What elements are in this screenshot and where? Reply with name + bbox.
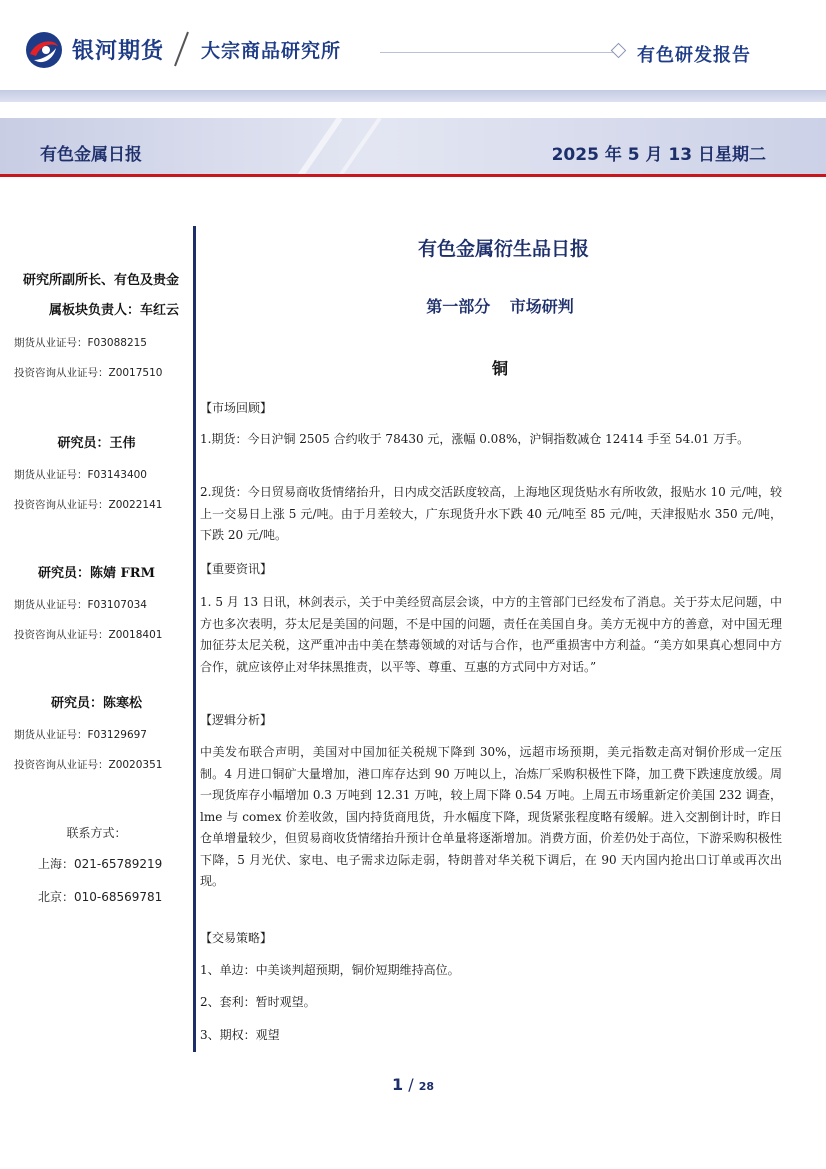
page-separator: /: [408, 1075, 414, 1094]
strategy-options: 3、期权：观望: [200, 1028, 280, 1042]
analyst-block: [0, 690, 193, 780]
analyst-block: [0, 430, 193, 520]
logic-analysis-text: 中美发布联合声明，美国对中国加征关税规下降到 30%，远超市场预期，美元指数走高对铜价形成一定压制。4 月进口铜矿大量增加，港口库存达到 90 万吨以上，冶炼厂采购积极性下降，加工费下跌速度放缓。周一现货库存小幅增加 0.3 万吨到 12.31 万吨，较上周下降 0.54 万吨。上周五市场重新定价美国 232 调查，lme 与 comex 价差收敛，国内持货商甩货，升水幅度下降，现货紧张程度略有缓解。进入交割倒计时，昨日仓单增量较少，但贸易商收货情绪抬升预计仓单量将逐渐增加。消费方面，价差仍处于高位，下游采购积极性下降，5 月光伏、家电、电子需求边际走弱，特朗普对华关税下调后，在 90 天内国内抢出口订单或再次出现。: [200, 745, 782, 888]
page-number: [0, 1075, 826, 1094]
strategy-arbitrage: 2、套利：暂时观望。: [200, 995, 316, 1009]
advisory-cert: 投资咨询从业证号：Z0020351: [14, 759, 163, 771]
futures-cert: 期货从业证号：F03088215: [14, 337, 147, 349]
header-rule: [380, 52, 620, 53]
galaxy-futures-logo-icon: [24, 30, 64, 70]
daily-report-title: 有色金属日报: [40, 145, 142, 165]
section-title: 铜: [491, 359, 508, 378]
futures-cert: 期货从业证号：F03107034: [14, 599, 147, 611]
contact-title: 联系方式：: [66, 826, 127, 840]
document-title: 有色金属衍生品日报: [417, 238, 589, 260]
advisory-cert: 投资咨询从业证号：Z0022141: [14, 499, 163, 511]
analyst-block: [0, 560, 193, 650]
futures-cert: 期货从业证号：F03129697: [14, 729, 147, 741]
header-slash-divider: [172, 30, 190, 68]
market-review-futures: 1.期货：今日沪铜 2505 合约收于 78430 元，涨幅 0.08%，沪铜指数减仓 12414 手至 54.01 万手。: [200, 432, 750, 446]
analyst-name: 研究员：陈婧 FRM: [38, 566, 155, 581]
report-type: 有色研发报告: [637, 45, 751, 66]
header-band: [0, 90, 826, 102]
part-title: 第一部分 市场研判: [426, 297, 574, 316]
market-review-tag: 【市场回顾】: [200, 401, 273, 415]
advisory-cert: 投资咨询从业证号：Z0017510: [14, 367, 163, 379]
banner-red-rule: [0, 174, 826, 177]
contact-beijing: 北京：010-68569781: [38, 890, 163, 904]
sidebar-divider: [193, 226, 196, 1052]
analyst-name: 研究所副所长、有色及贵金属板块负责人：车红云: [22, 273, 179, 318]
futures-cert: 期货从业证号：F03143400: [14, 469, 147, 481]
analyst-name: 研究员：王伟: [57, 436, 136, 451]
diamond-icon: [611, 43, 627, 59]
contact-shanghai: 上海：021-65789219: [38, 857, 163, 871]
key-info-item: 1. 5 月 13 日讯，林剑表示，关于中美经贸高层会谈，中方的主管部门已经发布了消息。关于芬太尼问题，中方也多次表明，芬太尼是美国的问题，不是中国的问题，责任在美国自身。美方无视中方的善意，对中国无理加征芬太尼关税，这严重冲击中美在禁毒领域的对话与合作，也严重损害中方利益。“美方如果真心想同中方合作，就应该停止对华抹黑推责，以平等、尊重、互惠的方式同中方对话。”: [200, 595, 782, 674]
analyst-name: 研究员：陈寒松: [50, 696, 142, 711]
analyst-block: [0, 266, 193, 388]
institute-name: 大宗商品研究所: [201, 40, 342, 62]
contact-block: [0, 818, 193, 914]
logic-analysis-tag: 【逻辑分析】: [200, 713, 273, 727]
banner-decoration: [280, 118, 400, 176]
strategy-tag: 【交易策略】: [200, 931, 273, 945]
strategy-single: 1、单边：中美谈判超预期，铜价短期维持高位。: [200, 963, 460, 977]
report-date: 2025 年 5 月 13 日星期二: [551, 145, 766, 165]
total-pages: 28: [418, 1080, 435, 1093]
market-review-spot: 2.现货：今日贸易商收货情绪抬升，日内成交活跃度较高，上海地区现货贴水有所收敛，报贴水 10 元/吨，较上一交易日上涨 5 元/吨。由于月差较大，广东现货升水下跌 40 元/吨至 85 元/吨，天津报贴水 350 元/吨，下跌 20 元/吨。: [200, 485, 782, 542]
advisory-cert: 投资咨询从业证号：Z0018401: [14, 629, 163, 641]
page-header: [0, 0, 826, 100]
current-page: 1: [391, 1075, 404, 1094]
key-info-tag: 【重要资讯】: [200, 562, 273, 576]
brand-name: 银河期货: [72, 39, 165, 64]
